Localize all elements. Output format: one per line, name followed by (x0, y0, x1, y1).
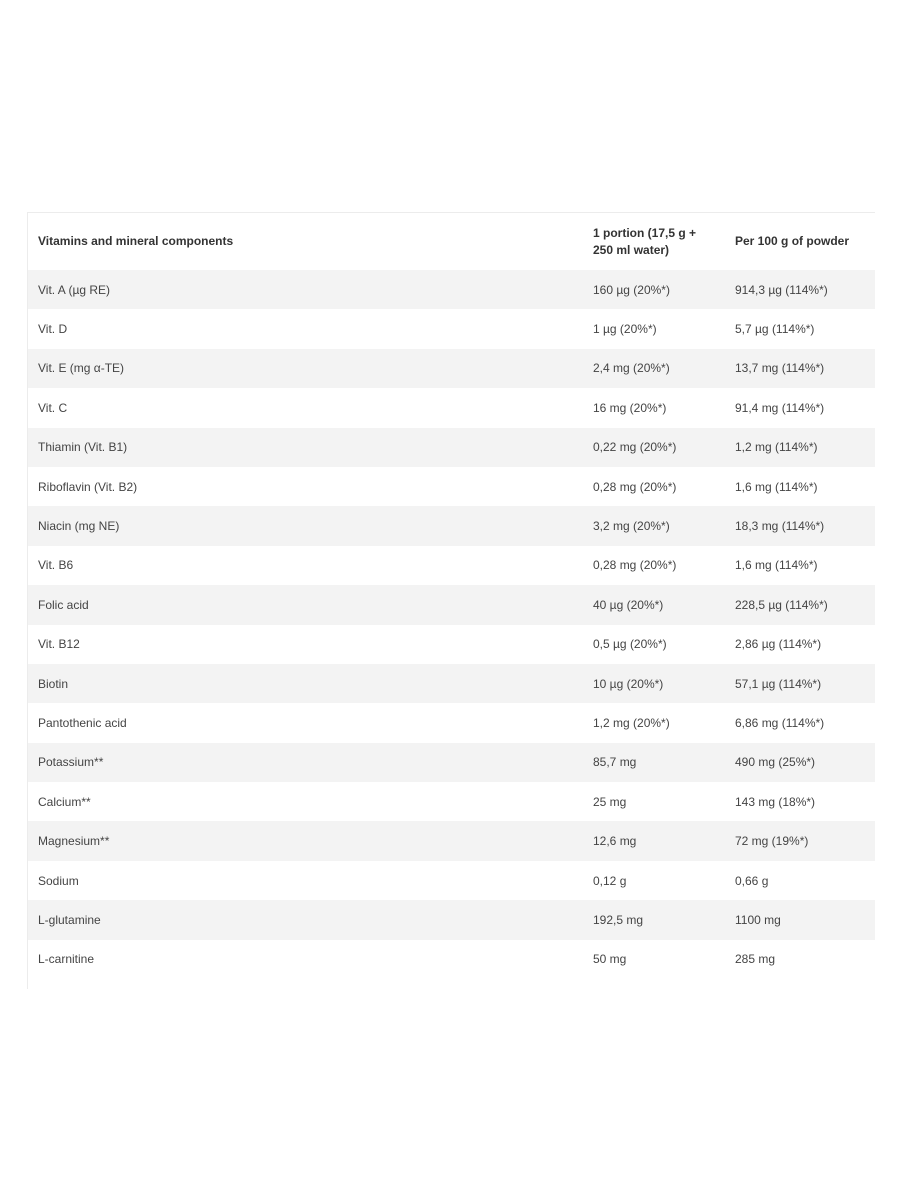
table-header (28, 213, 875, 270)
cell-component: L-carnitine (28, 940, 583, 979)
cell-per-100g: 914,3 µg (114%*) (725, 270, 875, 309)
cell-per-100g: 0,66 g (725, 861, 875, 900)
cell-per-100g: 1,6 mg (114%*) (725, 467, 875, 506)
table-row (28, 388, 875, 427)
cell-component: Riboflavin (Vit. B2) (28, 467, 583, 506)
cell-component: Vit. D (28, 309, 583, 348)
table-row (28, 940, 875, 979)
cell-per-portion: 40 µg (20%*) (583, 585, 725, 624)
cell-per-portion: 10 µg (20%*) (583, 664, 725, 703)
cell-component: L-glutamine (28, 900, 583, 939)
cell-per-portion: 0,12 g (583, 861, 725, 900)
table-row (28, 821, 875, 860)
header-row (28, 213, 875, 270)
cell-component: Vit. A (µg RE) (28, 270, 583, 309)
cell-per-portion: 2,4 mg (20%*) (583, 349, 725, 388)
vitamins-minerals-table (28, 213, 875, 979)
cell-per-portion: 0,5 µg (20%*) (583, 625, 725, 664)
table-body (28, 270, 875, 979)
table-row (28, 861, 875, 900)
table-row (28, 270, 875, 309)
cell-component: Folic acid (28, 585, 583, 624)
cell-component: Sodium (28, 861, 583, 900)
cell-per-100g: 228,5 µg (114%*) (725, 585, 875, 624)
table-row (28, 625, 875, 664)
cell-per-100g: 1,2 mg (114%*) (725, 428, 875, 467)
table-row (28, 743, 875, 782)
cell-component: Magnesium** (28, 821, 583, 860)
cell-per-portion: 25 mg (583, 782, 725, 821)
cell-component: Niacin (mg NE) (28, 506, 583, 545)
cell-per-portion: 3,2 mg (20%*) (583, 506, 725, 545)
cell-component: Pantothenic acid (28, 703, 583, 742)
cell-per-portion: 0,22 mg (20%*) (583, 428, 725, 467)
cell-per-100g: 143 mg (18%*) (725, 782, 875, 821)
cell-per-100g: 72 mg (19%*) (725, 821, 875, 860)
cell-per-100g: 5,7 µg (114%*) (725, 309, 875, 348)
table-row (28, 428, 875, 467)
cell-component: Vit. E (mg α-TE) (28, 349, 583, 388)
cell-per-portion: 192,5 mg (583, 900, 725, 939)
cell-per-100g: 1,6 mg (114%*) (725, 546, 875, 585)
cell-per-portion: 85,7 mg (583, 743, 725, 782)
table-row (28, 900, 875, 939)
table-row (28, 585, 875, 624)
cell-per-portion: 12,6 mg (583, 821, 725, 860)
table-row (28, 664, 875, 703)
nutrition-table-container (27, 212, 875, 989)
cell-per-portion: 0,28 mg (20%*) (583, 546, 725, 585)
cell-component: Biotin (28, 664, 583, 703)
table-row (28, 506, 875, 545)
cell-per-100g: 91,4 mg (114%*) (725, 388, 875, 427)
cell-per-100g: 57,1 µg (114%*) (725, 664, 875, 703)
cell-per-portion: 16 mg (20%*) (583, 388, 725, 427)
cell-component: Calcium** (28, 782, 583, 821)
cell-per-100g: 1100 mg (725, 900, 875, 939)
table-row (28, 782, 875, 821)
cell-per-100g: 490 mg (25%*) (725, 743, 875, 782)
cell-component: Vit. B12 (28, 625, 583, 664)
cell-per-100g: 13,7 mg (114%*) (725, 349, 875, 388)
cell-per-portion: 0,28 mg (20%*) (583, 467, 725, 506)
table-row (28, 546, 875, 585)
column-header-portion: 1 portion (17,5 g + 250 ml water) (593, 225, 697, 257)
cell-per-portion: 50 mg (583, 940, 725, 979)
cell-component: Potassium** (28, 743, 583, 782)
table-row (28, 349, 875, 388)
column-header-per-100g: Per 100 g of powder (735, 234, 850, 248)
cell-component: Thiamin (Vit. B1) (28, 428, 583, 467)
table-row (28, 467, 875, 506)
cell-component: Vit. B6 (28, 546, 583, 585)
cell-per-portion: 1 µg (20%*) (583, 309, 725, 348)
cell-per-100g: 18,3 mg (114%*) (725, 506, 875, 545)
table-row (28, 703, 875, 742)
column-header-component: Vitamins and mineral components (38, 234, 234, 248)
cell-component: Vit. C (28, 388, 583, 427)
cell-per-portion: 1,2 mg (20%*) (583, 703, 725, 742)
cell-per-100g: 285 mg (725, 940, 875, 979)
cell-per-portion: 160 µg (20%*) (583, 270, 725, 309)
table-row (28, 309, 875, 348)
cell-per-100g: 2,86 µg (114%*) (725, 625, 875, 664)
cell-per-100g: 6,86 mg (114%*) (725, 703, 875, 742)
